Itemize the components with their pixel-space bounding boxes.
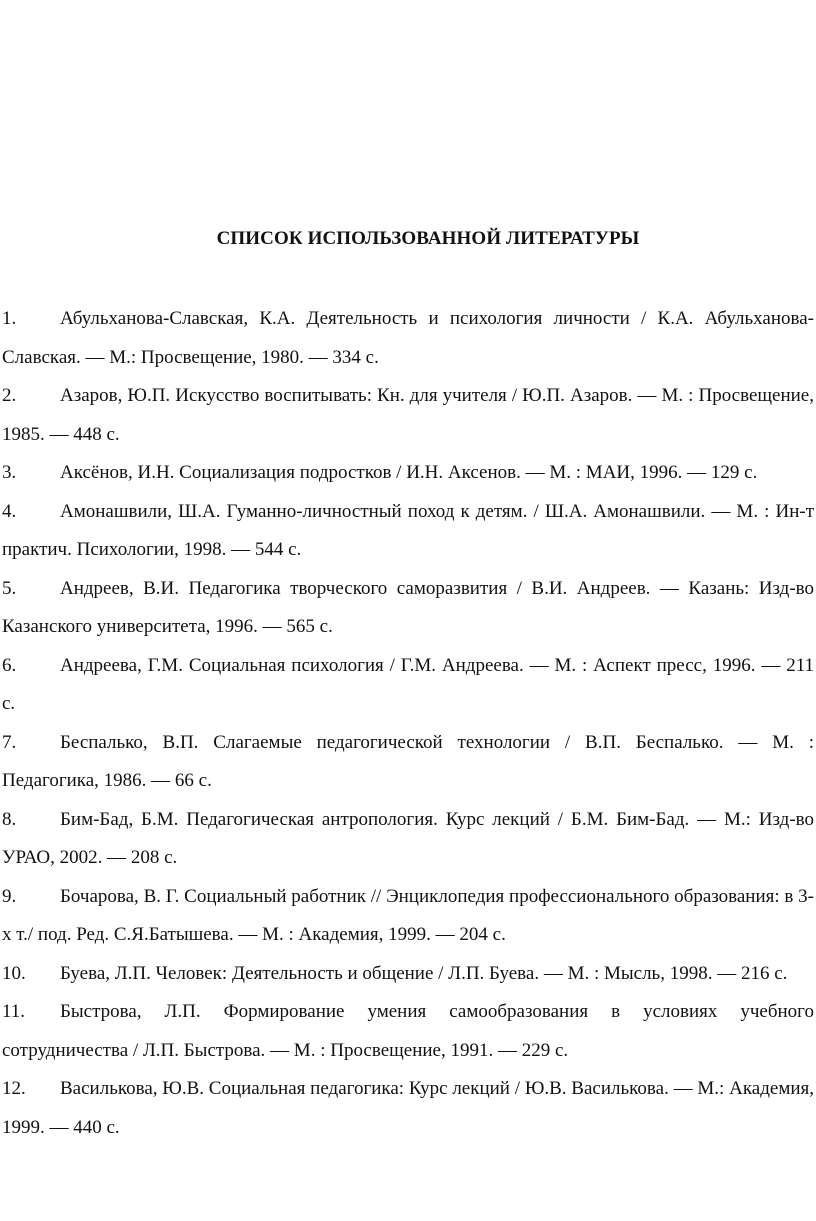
- reference-number: 12.: [2, 1078, 26, 1099]
- reference-text: Амонашвили, Ш.А. Гуманно-личностный поход к детям. / Ш.А. Амонашвили. — М. : Ин-т практич. Психологии, 1998. — 544 с.: [2, 500, 814, 560]
- reference-item: [2, 570, 814, 647]
- reference-text: Василькова, Ю.В. Социальная педагогика: Курс лекций / Ю.В. Василькова. — М.: Академия, 1999. — 440 с.: [2, 1078, 814, 1138]
- reference-text: Бочарова, В. Г. Социальный работник // Энциклопедия профессионального образования: в 3-х т./ под. Ред. С.Я.Батышева. — М. : Академия, 1999. — 204 с.: [2, 885, 814, 945]
- reference-item: [2, 493, 814, 570]
- reference-text: Азаров, Ю.П. Искусство воспитывать: Кн. для учителя / Ю.П. Азаров. — М. : Просвещение, 1985. — 448 с.: [2, 385, 814, 445]
- reference-item: [2, 647, 814, 724]
- reference-number: 7.: [2, 731, 17, 753]
- reference-item: [2, 300, 814, 377]
- reference-text: Буева, Л.П. Человек: Деятельность и общение / Л.П. Буева. — М. : Мысль, 1998. — 216 с.: [60, 962, 788, 984]
- reference-number: 9.: [2, 885, 17, 907]
- reference-text: Быстрова, Л.П. Формирование умения самообразования в условиях учебного сотрудничества / Л.П. Быстрова. — М. : Просвещение, 1991. — 229 с.: [2, 1001, 814, 1061]
- reference-text: Беспалько, В.П. Слагаемые педагогической технологии / В.П. Беспалько. — М. : Педагогика, 1986. — 66 с.: [2, 731, 814, 791]
- reference-item: [2, 878, 814, 955]
- reference-number: 4.: [2, 500, 17, 522]
- reference-number: 5.: [2, 577, 17, 599]
- reference-text: Абульханова-Славская, К.А. Деятельность и психология личности / К.А. Абульханова-Славская. — М.: Просвещение, 1980. — 334 с.: [2, 308, 814, 368]
- reference-item: [2, 454, 814, 493]
- page-title: СПИСОК ИСПОЛЬЗОВАННОЙ ЛИТЕРАТУРЫ: [216, 228, 640, 249]
- reference-item: [2, 955, 814, 994]
- reference-number: 6.: [2, 654, 17, 676]
- reference-text: Андреева, Г.М. Социальная психология / Г.М. Андреева. — М. : Аспект пресс, 1996. — 211 с.: [2, 654, 814, 714]
- reference-number: 3.: [2, 462, 17, 483]
- reference-item: [2, 1070, 814, 1147]
- reference-list: [2, 300, 814, 1147]
- reference-number: 8.: [2, 808, 17, 830]
- reference-number: 11.: [2, 1001, 26, 1022]
- reference-text: Аксёнов, И.Н. Социализация подростков / И.Н. Аксенов. — М. : МАИ, 1996. — 129 с.: [60, 462, 758, 483]
- reference-text: Бим-Бад, Б.М. Педагогическая антропология. Курс лекций / Б.М. Бим-Бад. — М.: Изд-во УРАО, 2002. — 208 с.: [2, 808, 814, 868]
- reference-text: Андреев, В.И. Педагогика творческого саморазвития / В.И. Андреев. — Казань: Изд-во Казанского университета, 1996. — 565 с.: [2, 577, 814, 637]
- reference-number: 2.: [2, 385, 17, 406]
- reference-item: [2, 801, 814, 878]
- reference-item: [2, 724, 814, 801]
- reference-item: [2, 377, 814, 454]
- reference-number: 1.: [2, 308, 17, 329]
- reference-number: 10.: [2, 962, 26, 984]
- reference-item: [2, 993, 814, 1070]
